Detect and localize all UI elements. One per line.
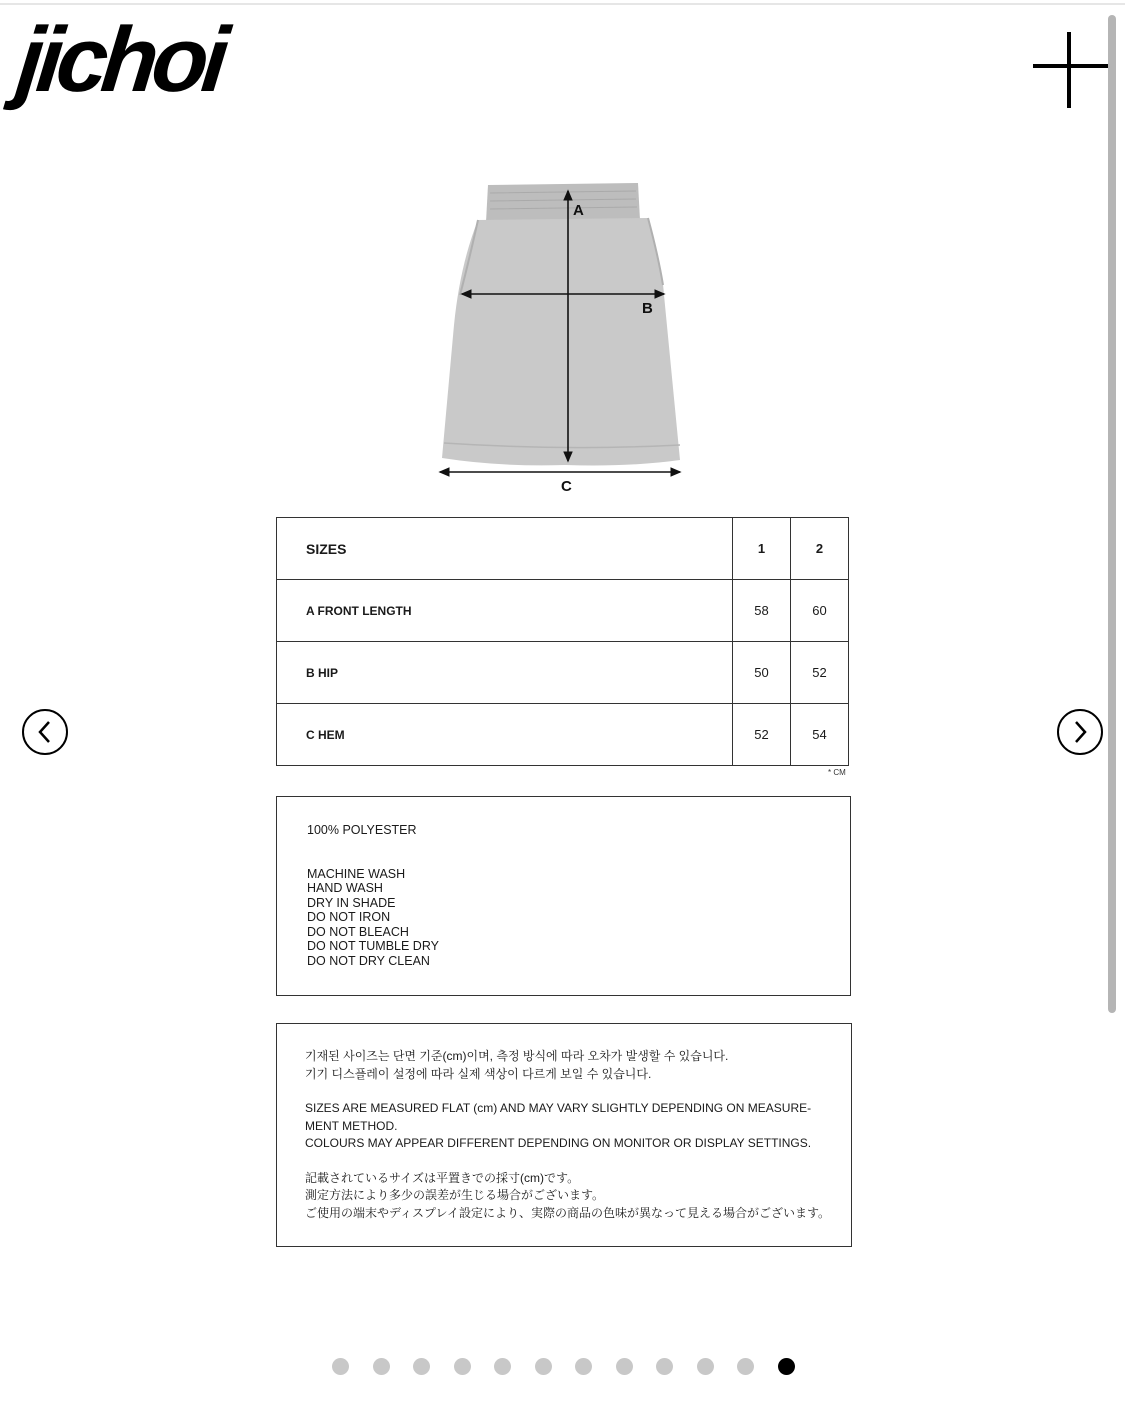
pagination-dot[interactable] — [332, 1358, 349, 1375]
row-label: B HIP — [277, 642, 733, 704]
pagination-dot[interactable] — [737, 1358, 754, 1375]
size-1-header: 1 — [733, 518, 791, 580]
label-c: C — [561, 478, 572, 495]
row-value: 58 — [733, 580, 791, 642]
brand-logo[interactable]: jichoi — [12, 9, 228, 111]
notice-line: 測定方法により多少の誤差が生じる場合がございます。 — [305, 1188, 605, 1202]
size-2-header: 2 — [791, 518, 849, 580]
care-instruction: DO NOT DRY CLEAN — [307, 953, 430, 968]
chevron-right-icon — [1070, 720, 1090, 744]
care-instruction: DRY IN SHADE — [307, 895, 396, 910]
table-row — [277, 704, 849, 766]
skirt-illustration — [430, 175, 700, 500]
table-header-row — [277, 518, 849, 580]
pagination-dot[interactable] — [413, 1358, 430, 1375]
table-row — [277, 580, 849, 642]
notice-line: MENT METHOD. — [305, 1118, 398, 1133]
pagination-dot[interactable] — [616, 1358, 633, 1375]
row-value: 50 — [733, 642, 791, 704]
row-label: C HEM — [277, 704, 733, 766]
row-value: 54 — [791, 704, 849, 766]
care-instruction: DO NOT TUMBLE DRY — [307, 939, 439, 953]
care-instruction: MACHINE WASH — [307, 866, 406, 881]
size-chart-table — [276, 517, 849, 766]
notice-line: 記載されているサイズは平置きでの採寸(cm)です。 — [305, 1170, 580, 1185]
top-divider — [0, 3, 1125, 5]
notice-line: COLOURS MAY APPEAR DIFFERENT DEPENDING ON MONITOR OR DISPLAY SETTINGS. — [305, 1136, 812, 1150]
pagination-dot[interactable] — [697, 1358, 714, 1375]
pagination-dot[interactable] — [535, 1358, 552, 1375]
row-value: 60 — [791, 580, 849, 642]
plus-icon[interactable] — [1033, 32, 1109, 108]
notice-korean — [305, 1048, 851, 1083]
pagination-dot[interactable] — [656, 1358, 673, 1375]
care-instruction: DO NOT BLEACH — [307, 924, 409, 939]
notice-english — [305, 1100, 851, 1153]
notice-line: 기재된 사이즈는 단면 기준(cm)이며, 측정 방식에 따라 오차가 발생할 수 있습니다. — [305, 1049, 729, 1063]
pagination-dot[interactable] — [575, 1358, 592, 1375]
chevron-left-icon — [35, 720, 55, 744]
size-notice-box — [276, 1023, 852, 1247]
pagination-dot[interactable] — [373, 1358, 390, 1375]
pagination-dot-active[interactable] — [778, 1358, 795, 1375]
pagination-dot[interactable] — [454, 1358, 471, 1375]
label-b: B — [642, 300, 653, 317]
scrollbar[interactable] — [1108, 15, 1116, 1013]
material-text: 100% POLYESTER — [307, 823, 417, 837]
sizes-header: SIZES — [277, 518, 733, 580]
pagination-dot[interactable] — [494, 1358, 511, 1375]
label-a: A — [573, 202, 584, 219]
notice-line: 기기 디스플레이 설정에 따라 실제 색상이 다르게 보일 수 있습니다. — [305, 1066, 652, 1081]
notice-japanese — [305, 1170, 851, 1223]
row-label: A FRONT LENGTH — [277, 580, 733, 642]
care-info-box — [276, 796, 851, 996]
row-value: 52 — [733, 704, 791, 766]
care-instruction: HAND WASH — [307, 881, 383, 895]
table-row — [277, 642, 849, 704]
care-instruction: DO NOT IRON — [307, 910, 391, 924]
skirt-measurement-diagram — [430, 175, 700, 500]
unit-note: * CM — [828, 768, 846, 777]
slide-pagination — [332, 1358, 795, 1375]
notice-line: ご使用の端末やディスプレイ設定により、実際の商品の色味が異なって見える場合がございます。 — [305, 1205, 831, 1220]
row-value: 52 — [791, 642, 849, 704]
next-slide-button[interactable] — [1057, 709, 1103, 755]
prev-slide-button[interactable] — [22, 709, 68, 755]
notice-line: SIZES ARE MEASURED FLAT (cm) AND MAY VARY SLIGHTLY DEPENDING ON MEASURE- — [305, 1101, 812, 1115]
